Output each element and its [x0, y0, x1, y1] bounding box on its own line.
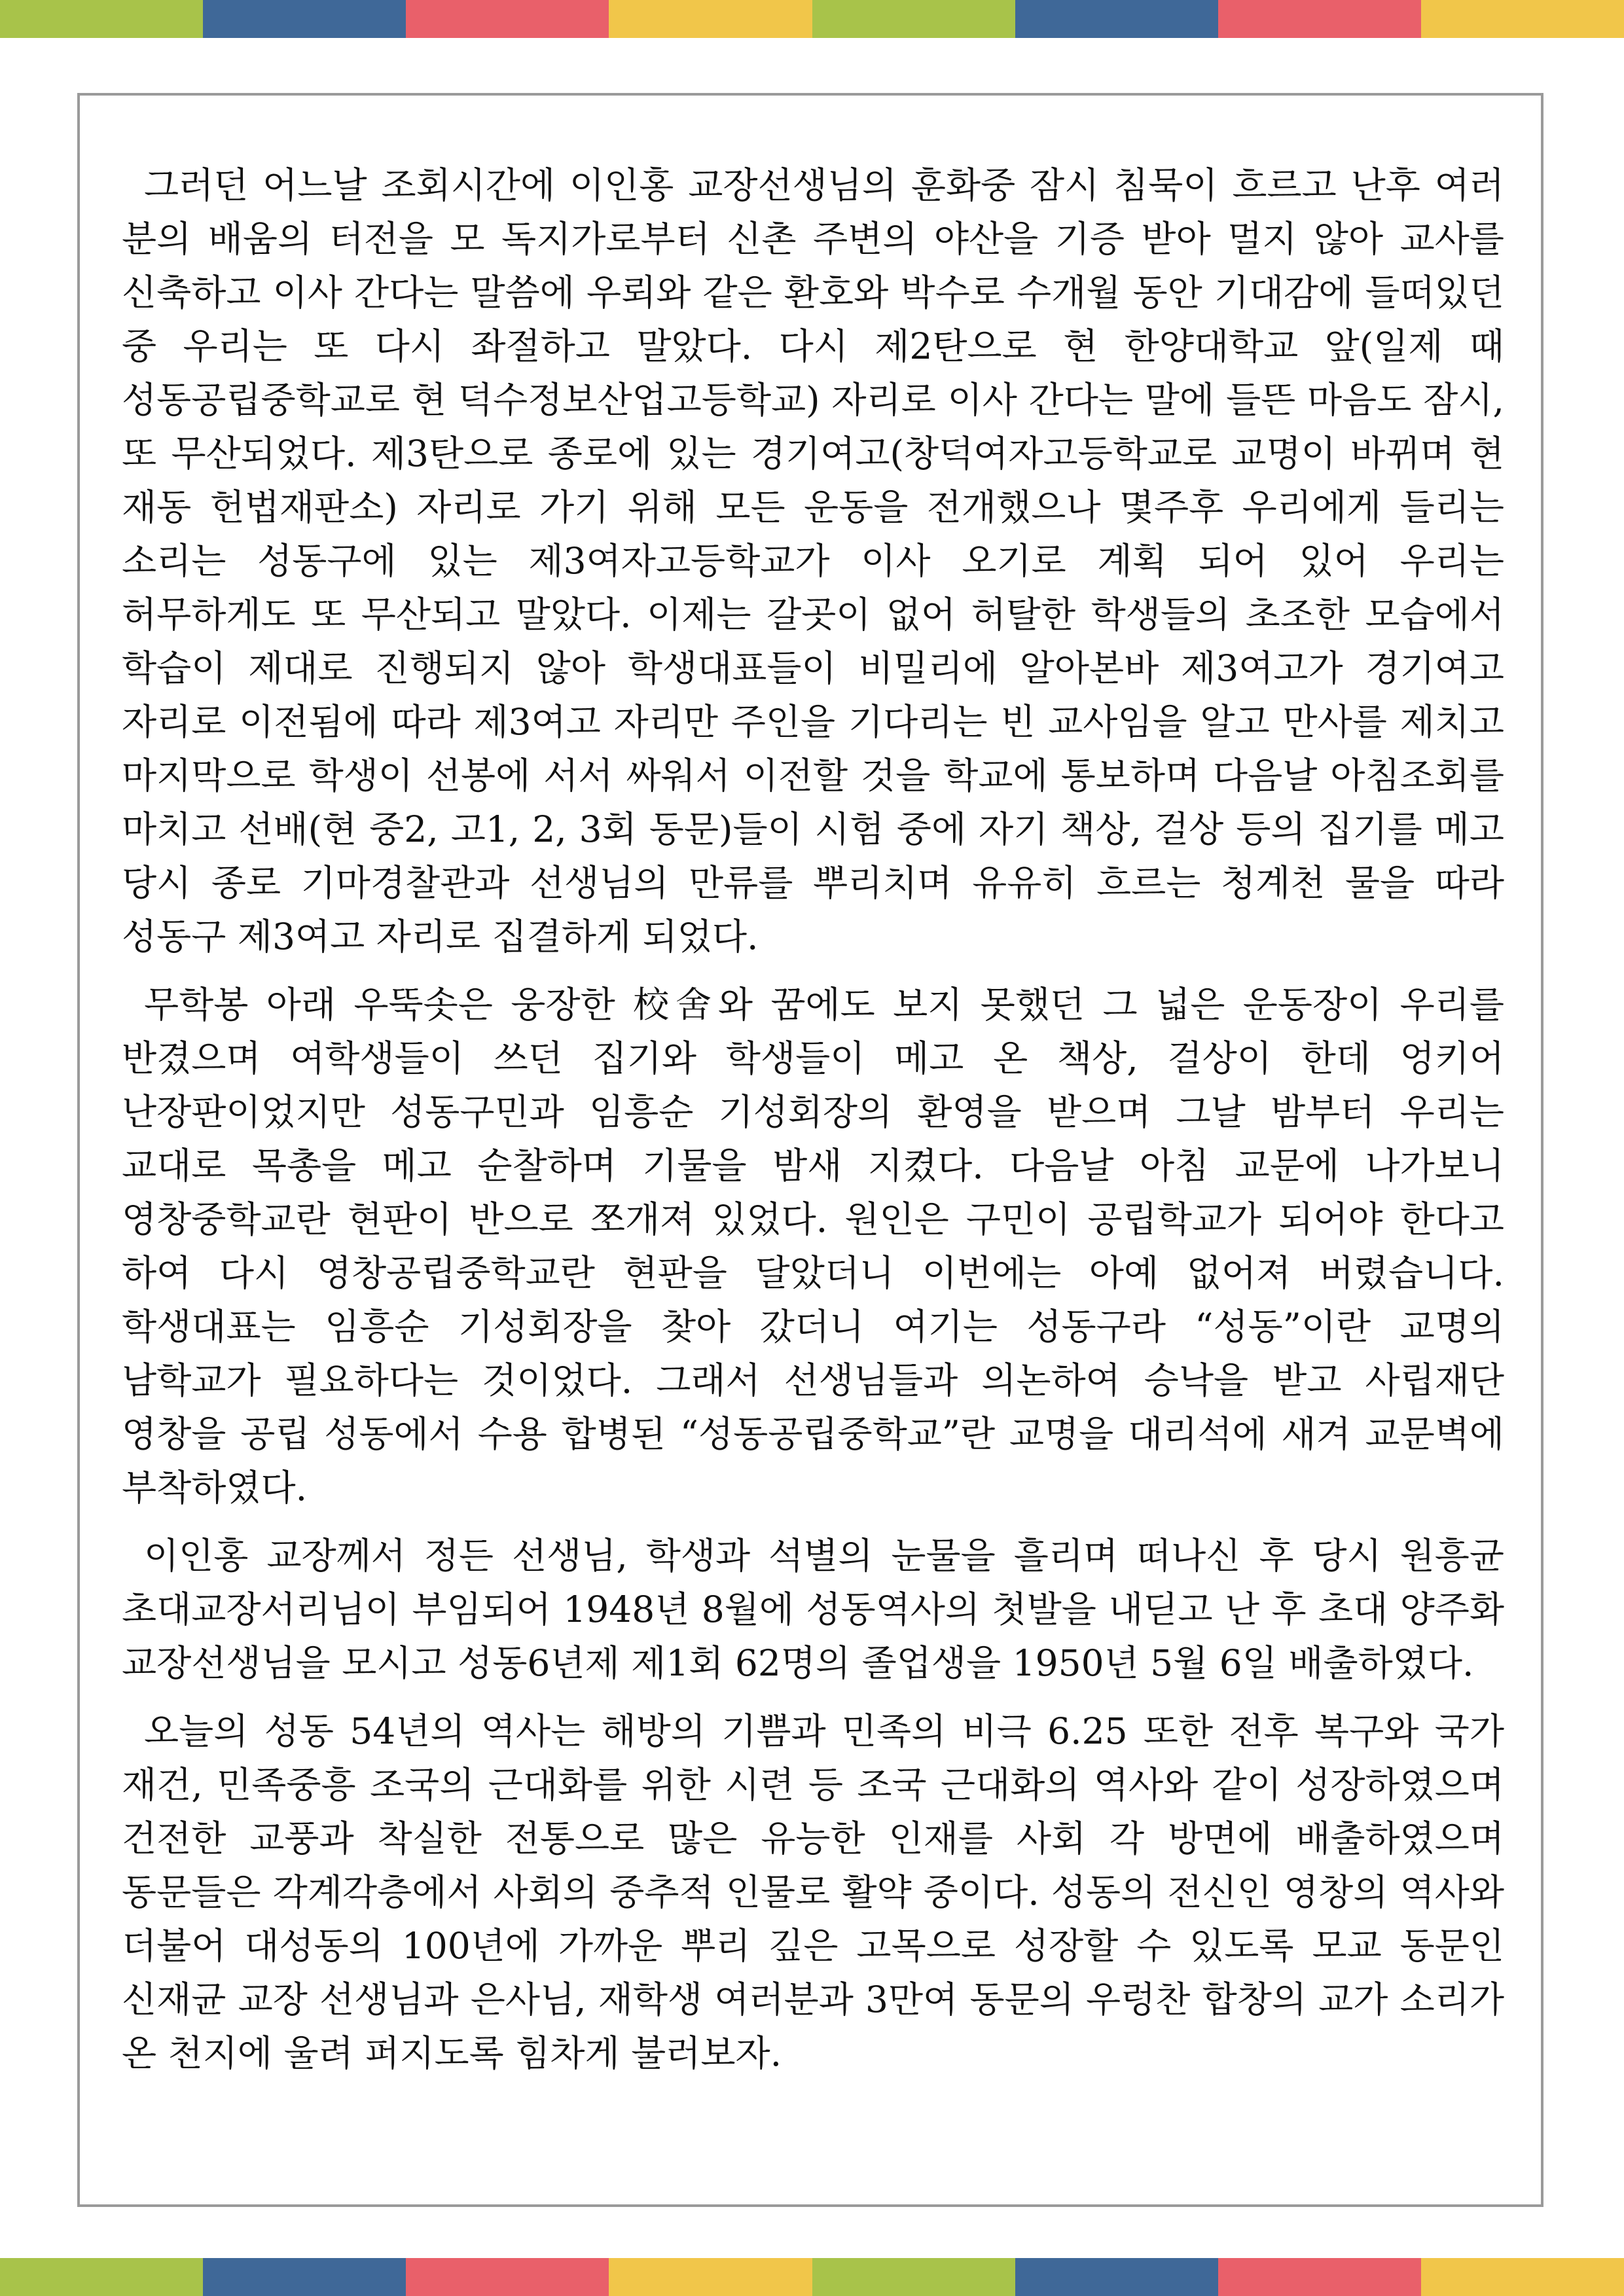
paragraph: 그러던 어느날 조회시간에 이인홍 교장선생님의 훈화중 잠시 침묵이 흐르고 난후 여러 분의 배움의 터전을 모 독지가로부터 신촌 주변의 야산을 기증 받아 멀지 않아 교사를 신축하고 이사 간다는 말씀에 우뢰와 같은 환호와 박수로 수개월 동안 기대감에 들떠있던 중 우리는 또 다시 좌절하고 말았다. 다시 제2탄으로 현 한양대학교 앞(일제 때 성동공립중학교로 현 덕수정보산업고등학교) 자리로 이사 간다는 말에 들뜬 마음도 잠시, 또 무산되었다. 제3탄으로 종로에 있는 경기여고(창덕여자고등학교로 교명이 바뀌며 현 재동 헌법재판소) 자리로 가기 위해 모든 운동을 전개했으나 몇주후 우리에게 들리는 소리는 성동구에 있는 제3여자고등학교가 이사 오기로 계획 되어 있어 우리는 허무하게도 또 무산되고 말았다. 이제는 갈곳이 없어 허탈한 학생들의 초조한 모습에서 학습이 제대로 진행되지 않아 학생대표들이 비밀리에 알아본바 제3여고가 경기여고 자리로 이전됨에 따라 제3여고 자리만 주인을 기다리는 빈 교사임을 알고 만사를 제치고 마지막으로 학생이 선봉에 서서 싸워서 이전할 것을 학교에 통보하며 다음날 아침조회를 마치고 선배(현 중2, 고1, 2, 3회 동문)들이 시험 중에 자기 책상, 걸상 등의 집기를 메고 당시 종로 기마경찰관과 선생님의 만류를 뿌리치며 유유히 흐르는 청계천 물을 따라 성동구 제3여고 자리로 집결하게 되었다.	[122, 164, 1505, 958]
document-body	[122, 158, 1504, 2094]
top-color-stripe	[0, 0, 1624, 38]
stripe-segment	[812, 2258, 1015, 2296]
stripe-segment	[203, 2258, 406, 2296]
stripe-segment	[203, 0, 406, 38]
stripe-segment	[609, 2258, 812, 2296]
paragraph: 무학봉 아래 우뚝솟은 웅장한 校舍와 꿈에도 보지 못했던 그 넓은 운동장이 우리를 반겼으며 여학생들이 쓰던 집기와 학생들이 메고 온 책상, 걸상이 한데 엉키어 난장판이었지만 성동구민과 임흥순 기성회장의 환영을 받으며 그날 밤부터 우리는 교대로 목총을 메고 순찰하며 기물을 밤새 지켰다. 다음날 아침 교문에 나가보니 영창중학교란 현판이 반으로 쪼개져 있었다. 원인은 구민이 공립학교가 되어야 한다고 하여 다시 영창공립중학교란 현판을 달았더니 이번에는 아예 없어져 버렸습니다. 학생대표는 임흥순 기성회장을 찾아 갔더니 여기는 성동구라 “성동”이란 교명의 남학교가 필요하다는 것이었다. 그래서 선생님들과 의논하여 승낙을 받고 사립재단 영창을 공립 성동에서 수용 합병된 “성동공립중학교”란 교명을 대리석에 새겨 교문벽에 부착하였다.	[122, 984, 1504, 1509]
stripe-segment	[812, 0, 1015, 38]
stripe-segment	[1421, 0, 1624, 38]
bottom-color-stripe	[0, 2258, 1624, 2296]
stripe-segment	[1218, 2258, 1421, 2296]
stripe-segment	[406, 2258, 609, 2296]
page-frame	[77, 93, 1543, 2207]
stripe-segment	[1218, 0, 1421, 38]
stripe-segment	[1421, 2258, 1624, 2296]
stripe-segment	[609, 0, 812, 38]
stripe-segment	[0, 2258, 203, 2296]
stripe-segment	[0, 0, 203, 38]
stripe-segment	[1015, 2258, 1218, 2296]
stripe-segment	[406, 0, 609, 38]
paragraph: 오늘의 성동 54년의 역사는 해방의 기쁨과 민족의 비극 6.25 또한 전후 복구와 국가 재건, 민족중흥 조국의 근대화를 위한 시련 등 조국 근대화의 역사와 같이 성장하였으며 건전한 교풍과 착실한 전통으로 많은 유능한 인재를 사회 각 방면에 배출하였으며 동문들은 각계각층에서 사회의 중추적 인물로 활약 중이다. 성동의 전신인 영창의 역사와 더불어 대성동의 100년에 가까운 뿌리 깊은 고목으로 성장할 수 있도록 모교 동문인 신재균 교장 선생님과 은사님, 재학생 여러분과 3만여 동문의 우렁찬 합창의 교가 소리가 온 천지에 울려 퍼지도록 힘차게 불러보자.	[122, 1710, 1504, 2074]
paragraph: 이인홍 교장께서 정든 선생님, 학생과 석별의 눈물을 흘리며 떠나신 후 당시 원흥균 초대교장서리님이 부임되어 1948년 8월에 성동역사의 첫발을 내딛고 난 후 초대 양주화 교장선생님을 모시고 성동6년제 제1회 62명의 졸업생을 1950년 5월 6일 배출하였다.	[122, 1535, 1504, 1684]
stripe-segment	[1015, 0, 1218, 38]
